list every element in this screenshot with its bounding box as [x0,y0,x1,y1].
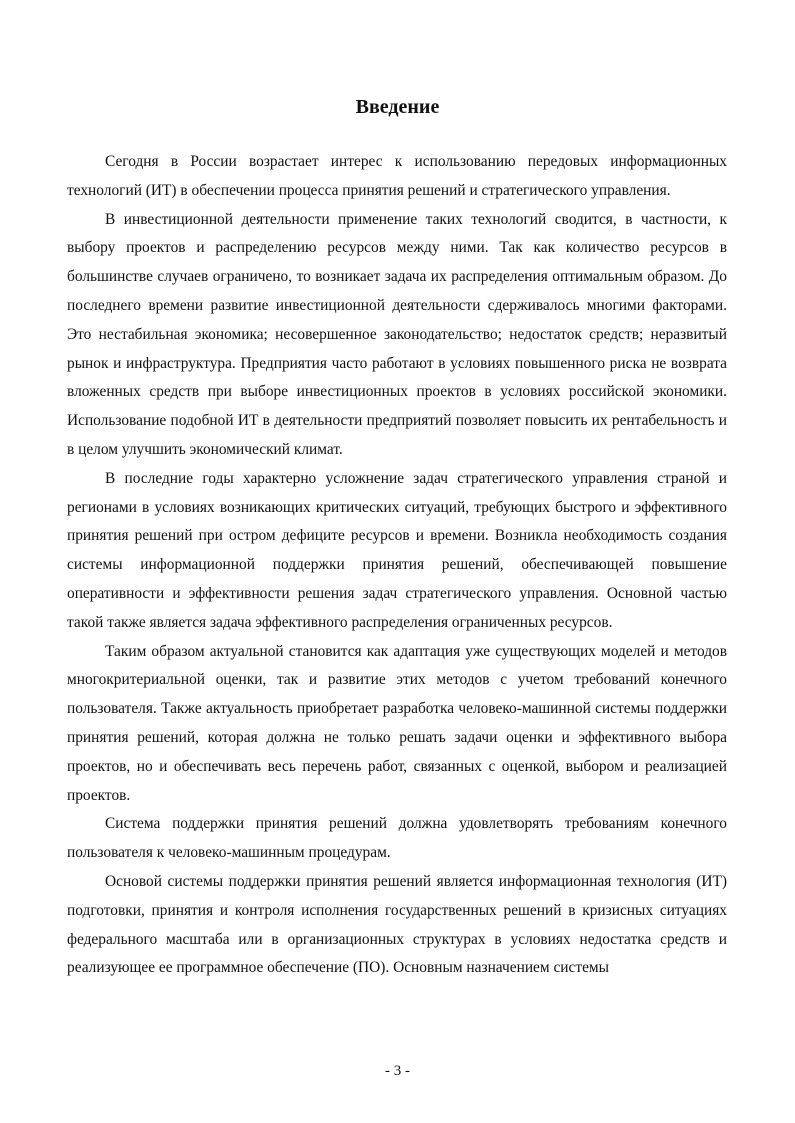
paragraph-5: Система поддержки принятия решений должна удовлетворять требованиям конечного пользователя к человеко-машинным процедурам. [67,815,727,862]
paragraph-3: В последние годы характерно усложнение задач стратегического управления страной и регионами в условиях возникающих критических ситуаций, требующих быстрого и эффективного принятия решений при остром дефиците ресурсов и времени. Возникла необходимость создания системы информационной поддержки принятия решений, обеспечивающей повышение оперативности и эффективности решения задач стратегического управления. Основной частью такой также является задача эффективного распределения ограниченных ресурсов. [67,469,727,631]
paragraph-2: В инвестиционной деятельности применение таких технологий сводится, в частности, к выбору проектов и распределению ресурсов между ними. Так как количество ресурсов в большинстве случаев ограничено, то возникает задача их распределения оптимальным образом. До последнего времени развитие инвестиционной деятельности сдерживалось многими факторами. Это нестабильная экономика; несовершенное законодательство; недостаток средств; неразвитый рынок и инфраструктура. Предприятия часто работают в условиях повышенного риска не возврата вложенных средств при выборе инвестиционных проектов в условиях российской экономики. Использование подобной ИТ в деятельности предприятий позволяет повысить их рентабельность и в целом улучшить экономический климат. [67,210,727,458]
paragraph-6: Основой системы поддержки принятия решений является информационная технология (ИТ) подготовки, принятия и контроля исполнения государственных решений в кризисных ситуациях федерального масштаба или в организационных структурах в условиях недостатка средств и реализующее ее программное обеспечение (ПО). Основным назначением системы [67,872,727,977]
paragraph-4: Таким образом актуальной становится как адаптация уже существующих моделей и методов многокритериальной оценки, так и развитие этих методов с учетом требований конечного пользователя. Также актуальность приобретает разработка человеко-машинной системы поддержки принятия решений, которая должна не только решать задачи оценки и эффективного выбора проектов, но и обеспечивать весь перечень работ, связанных с оценкой, выбором и реализацией проектов. [67,642,727,804]
paragraph-1: Сегодня в России возрастает интерес к использованию передовых информационных технологий (ИТ) в обеспечении процесса принятия решений и стратегического управления. [67,153,727,199]
page-number: - 3 - [385,1063,410,1079]
page-title: Введение [355,96,440,118]
document-body [67,148,727,983]
